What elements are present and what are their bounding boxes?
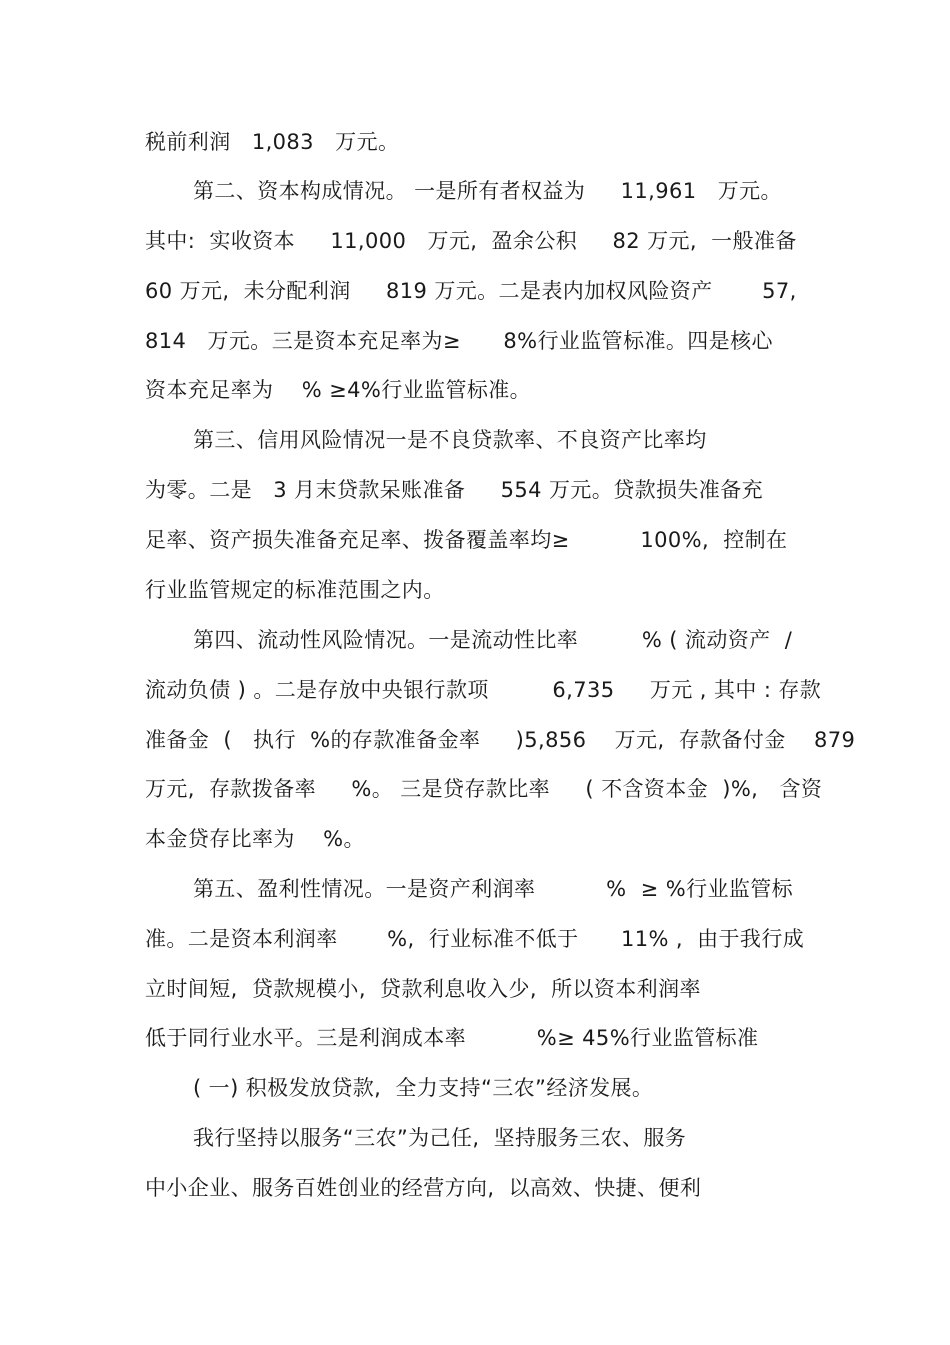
text-line-14: 万元, 存款拨备率 %。 三是贷存款比率 ( 不含资本金 )%, 含资 bbox=[145, 777, 823, 801]
text-line-22: 中小企业、服务百姓创业的经营方向, 以高效、快捷、便利 bbox=[145, 1176, 702, 1200]
text-line-12: 流动负债 ) 。二是存放中央银行款项 6,735 万元 , 其中 : 存款 bbox=[145, 678, 822, 702]
text-line-7: 第三、信用风险情况一是不良贷款率、不良资产比率均 bbox=[193, 428, 707, 452]
text-line-11: 第四、流动性风险情况。一是流动性比率 % ( 流动资产 / bbox=[193, 628, 793, 652]
text-line-16: 第五、盈利性情况。一是资产利润率 % ≥ %行业监管标 bbox=[193, 877, 794, 901]
text-line-19: 低于同行业水平。三是利润成本率 %≥ 45%行业监管标准 bbox=[145, 1026, 759, 1050]
text-line-15: 本金贷存比率为 %。 bbox=[145, 827, 365, 851]
text-line-3: 其中: 实收资本 11,000 万元, 盈余公积 82 万元, 一般准备 bbox=[145, 229, 797, 253]
text-line-17: 准。二是资本利润率 %, 行业标准不低于 11% , 由于我行成 bbox=[145, 927, 805, 951]
text-line-13: 准备金 ( 执行 %的存款准备金率 )5,856 万元, 存款备付金 879 bbox=[145, 728, 856, 752]
text-line-2: 第二、资本构成情况。 一是所有者权益为 11,961 万元。 bbox=[193, 179, 782, 203]
text-line-6: 资本充足率为 % ≥4%行业监管标准。 bbox=[145, 378, 532, 402]
text-line-8: 为零。二是 3 月末贷款呆账准备 554 万元。贷款损失准备充 bbox=[145, 478, 763, 502]
text-line-1: 税前利润 1,083 万元。 bbox=[145, 130, 400, 154]
text-line-21: 我行坚持以服务“三农”为己任, 坚持服务三农、服务 bbox=[193, 1126, 687, 1150]
text-line-4: 60 万元, 未分配利润 819 万元。二是表内加权风险资产 57, bbox=[145, 279, 797, 303]
text-line-5: 814 万元。三是资本充足率为≥ 8%行业监管标准。四是核心 bbox=[145, 329, 773, 353]
text-line-18: 立时间短, 贷款规模小, 贷款利息收入少, 所以资本利润率 bbox=[145, 977, 701, 1001]
text-line-10: 行业监管规定的标准范围之内。 bbox=[145, 578, 445, 602]
text-line-9: 足率、资产损失准备充足率、拨备覆盖率均≥ 100%, 控制在 bbox=[145, 528, 788, 552]
section-heading: ( 一) 积极发放贷款, 全力支持“三农”经济发展。 bbox=[193, 1076, 654, 1100]
